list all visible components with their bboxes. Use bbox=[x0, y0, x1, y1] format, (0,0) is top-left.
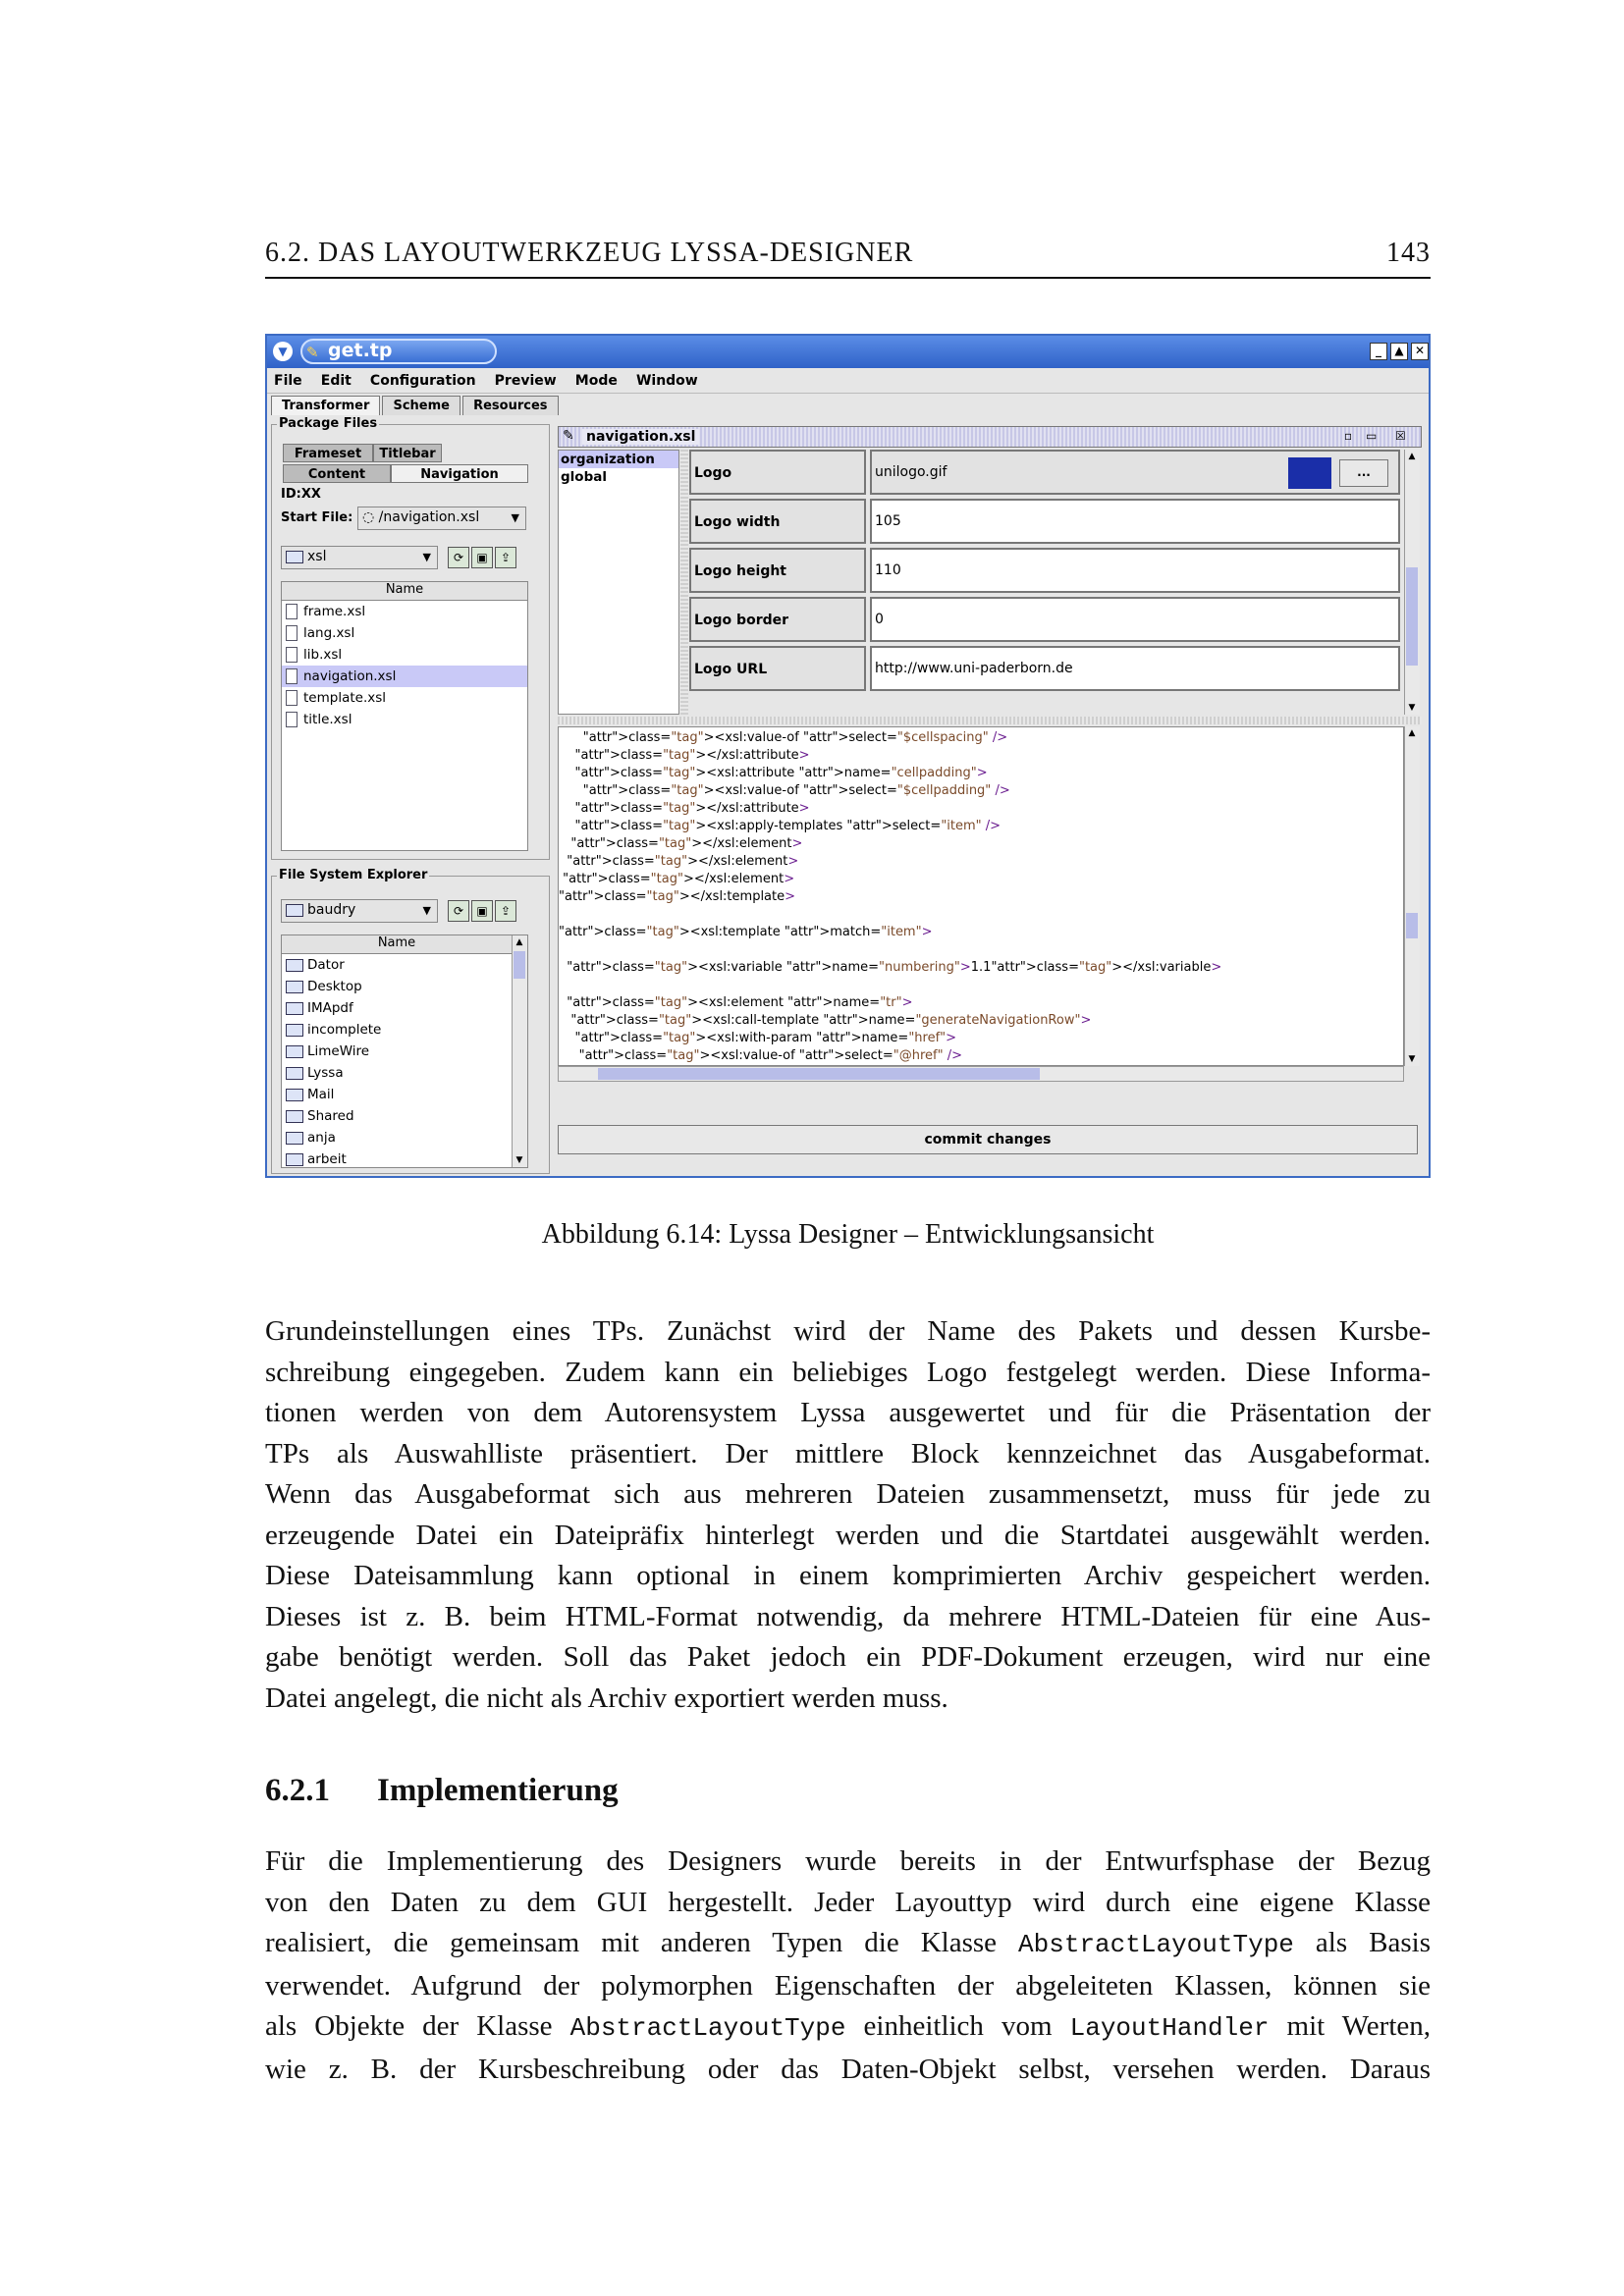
logo-width-field[interactable]: 105 bbox=[870, 499, 1400, 544]
code-line: "attr">class="tag"><xsl:variable "attr">name="numbering">1.1"attr">class="tag"></xsl:variable> bbox=[567, 960, 1222, 975]
chevron-down-icon: ▼ bbox=[422, 904, 431, 917]
property-key: Logo height bbox=[689, 548, 866, 593]
scroll-thumb[interactable] bbox=[1406, 913, 1418, 938]
code-hscrollbar[interactable] bbox=[558, 1066, 1404, 1082]
property-key: Logo border bbox=[689, 597, 866, 642]
menu-preview[interactable]: Preview bbox=[494, 373, 557, 389]
refresh-icon[interactable]: ⟳ bbox=[448, 900, 469, 922]
text-line: Datei angelegt, die nicht als Archiv exportiert werden muss. bbox=[265, 1682, 948, 1714]
minimize-icon[interactable]: _ bbox=[1370, 343, 1387, 360]
property-key: Logo bbox=[689, 450, 866, 495]
code-term: LayoutHandler bbox=[1069, 2013, 1270, 2043]
running-head bbox=[265, 236, 1431, 279]
text-line: Dieses ist z. B. beim HTML-Format notwendig, da mehrere HTML-Dateien für eine Aus- bbox=[265, 1600, 1431, 1632]
new-file-icon[interactable]: ▣ bbox=[471, 900, 493, 922]
logo-preview-image bbox=[1288, 457, 1331, 489]
list-item[interactable]: frame.xsl bbox=[282, 601, 527, 622]
editor-frame bbox=[558, 426, 1422, 1172]
scroll-thumb[interactable] bbox=[1406, 567, 1418, 666]
minimize-icon[interactable]: ▫ bbox=[1344, 429, 1353, 443]
page-number: 143 bbox=[1386, 238, 1431, 268]
list-item-selected[interactable]: navigation.xsl bbox=[282, 666, 527, 687]
folder-icon bbox=[286, 981, 303, 993]
text-line: TPs als Auswahlliste präsentiert. Der mittlere Block kennzeichnet das Ausgabeformat. bbox=[265, 1437, 1431, 1469]
editor-title: navigation.xsl bbox=[582, 429, 699, 445]
folder-value: xsl bbox=[307, 549, 327, 564]
property-value bbox=[870, 450, 1400, 495]
file-icon bbox=[286, 668, 298, 684]
code-line: "attr">class="tag"><xsl:apply-templates "attr">select="item" /> bbox=[574, 819, 1001, 833]
name-column-header[interactable]: Name bbox=[282, 935, 512, 954]
category-global[interactable]: global bbox=[561, 469, 607, 485]
code-line: "attr">class="tag"></xsl:attribute> bbox=[574, 801, 810, 816]
browse-button[interactable]: ... bbox=[1339, 459, 1388, 487]
list-item[interactable]: lang.xsl bbox=[282, 622, 527, 644]
code-term: AbstractLayoutType bbox=[1018, 1930, 1294, 1959]
list-item[interactable]: lib.xsl bbox=[282, 644, 527, 666]
folder-icon bbox=[286, 1110, 303, 1123]
folder-icon bbox=[286, 959, 303, 972]
menu-mode[interactable]: Mode bbox=[574, 373, 618, 389]
code-line: "attr">class="tag"><xsl:template "attr">match="item"> bbox=[559, 925, 933, 939]
code-line: "attr">class="tag"><xsl:with-param "attr">name="href"> bbox=[574, 1031, 957, 1045]
menu-configuration[interactable]: Configuration bbox=[369, 373, 476, 389]
code-line: "attr">class="tag"></xsl:template> bbox=[559, 889, 796, 904]
name-column-header[interactable]: Name bbox=[282, 582, 527, 601]
folder-icon bbox=[286, 1024, 303, 1037]
window-menu-icon[interactable]: ▼ bbox=[273, 342, 293, 361]
text-line: Für die Implementierung des Designers wurde bereits in der Entwurfsphase der Bezug bbox=[265, 1845, 1431, 1877]
folder-icon bbox=[286, 1045, 303, 1058]
close-icon[interactable]: ✕ bbox=[1411, 343, 1429, 360]
package-icon: ✎ bbox=[306, 344, 319, 361]
explorer-folder-list bbox=[281, 934, 528, 1168]
code-line: "attr">class="tag"><xsl:value-of "attr">select="@href" /> bbox=[578, 1048, 962, 1063]
menu-file[interactable]: File bbox=[274, 373, 302, 389]
chevron-down-icon: ▼ bbox=[422, 551, 431, 563]
scroll-up-icon[interactable]: ▲ bbox=[1408, 452, 1416, 461]
code-line: "attr">class="tag"><xsl:value-of "attr">select="$cellspacing" /> bbox=[582, 730, 1008, 745]
figure-caption: Abbildung 6.14: Lyssa Designer – Entwicklungsansicht bbox=[541, 1219, 1155, 1250]
property-row-logo-url bbox=[689, 646, 1400, 693]
xsl-folder-select[interactable] bbox=[281, 546, 438, 569]
refresh-icon[interactable]: ⟳ bbox=[448, 547, 469, 568]
code-line: "attr">class="tag"><xsl:call-template "attr">name="generateNavigationRow"> bbox=[570, 1013, 1092, 1028]
menubar bbox=[267, 369, 1429, 394]
explorer-folder-value: baudry bbox=[307, 902, 356, 918]
subtab-navigation[interactable]: Navigation bbox=[391, 464, 528, 483]
text-line: Wenn das Ausgabeformat sich aus mehreren Dateien zusammensetzt, muss für jede zu bbox=[265, 1478, 1431, 1510]
tab-scheme[interactable]: Scheme bbox=[382, 396, 460, 415]
subtab-content[interactable]: Content bbox=[283, 464, 391, 483]
editor-titlebar bbox=[558, 426, 1422, 448]
running-head-title: 6.2. DAS LAYOUTWERKZEUG LYSSA-DESIGNER bbox=[265, 238, 914, 268]
text-line: von den Daten zu dem GUI hergestellt. Jeder Layouttyp wird durch eine eigene Klasse bbox=[265, 1886, 1431, 1918]
commit-changes-button[interactable]: commit changes bbox=[558, 1125, 1418, 1154]
property-row-logo-height bbox=[689, 548, 1400, 595]
text-line: tionen werden von dem Autorensystem Lyssa ausgewertet und für die Präsentation der bbox=[265, 1397, 1431, 1428]
scroll-up-icon[interactable]: ▲ bbox=[515, 937, 523, 947]
list-item[interactable]: IMApdf bbox=[282, 997, 527, 1019]
maximize-icon[interactable]: ▲ bbox=[1390, 343, 1408, 360]
close-icon[interactable]: ☒ bbox=[1395, 429, 1406, 443]
folder-icon bbox=[286, 1132, 303, 1145]
text-line: als Objekte der Klasse AbstractLayoutType einheitlich vom LayoutHandler mit Werten, bbox=[265, 2010, 1431, 2043]
window-title: get.tp bbox=[328, 340, 393, 361]
logo-height-field[interactable]: 110 bbox=[870, 548, 1400, 593]
section-heading bbox=[265, 1773, 619, 1809]
property-row-logo-width bbox=[689, 499, 1400, 546]
list-item[interactable]: Shared bbox=[282, 1105, 527, 1127]
import-icon[interactable]: ⇪ bbox=[495, 547, 516, 568]
subtab-frameset[interactable]: Frameset bbox=[283, 444, 373, 462]
tab-transformer[interactable]: Transformer bbox=[271, 396, 380, 415]
file-icon bbox=[286, 690, 298, 706]
list-item[interactable]: arbeit bbox=[282, 1148, 527, 1168]
code-line: "attr">class="tag"></xsl:element> bbox=[563, 872, 795, 886]
folder-icon bbox=[286, 904, 303, 917]
scroll-up-icon[interactable]: ▲ bbox=[1408, 728, 1416, 738]
code-line: "attr">class="tag"></xsl:attribute> bbox=[574, 748, 810, 763]
file-icon bbox=[286, 625, 298, 641]
text-line: Grundeinstellungen eines TPs. Zunächst wird der Name des Pakets und dessen Kursbe- bbox=[265, 1315, 1431, 1347]
window-titlebar bbox=[267, 336, 1429, 368]
code-scrollbar[interactable] bbox=[1404, 726, 1420, 1066]
package-file-list bbox=[281, 581, 528, 851]
code-line: "attr">class="tag"></xsl:element> bbox=[567, 854, 799, 869]
split-divider-horizontal[interactable] bbox=[558, 717, 1422, 724]
text-line: verwendet. Aufgrund der polymorphen Eigenschaften der abgeleiteten Klassen, können sie bbox=[265, 1969, 1431, 2002]
pencil-icon: ✎ bbox=[563, 428, 574, 444]
explorer-label: File System Explorer bbox=[279, 868, 428, 882]
new-file-icon[interactable]: ▣ bbox=[471, 547, 493, 568]
scroll-down-icon[interactable]: ▼ bbox=[515, 1155, 523, 1165]
explorer-scrollbar[interactable] bbox=[512, 935, 527, 1167]
text-line: realisiert, die gemeinsam mit anderen Typen die Klasse AbstractLayoutType als Basis bbox=[265, 1927, 1431, 1959]
menu-edit[interactable]: Edit bbox=[320, 373, 352, 389]
restore-icon[interactable]: ▭ bbox=[1366, 429, 1378, 443]
start-file-label: Start File: bbox=[281, 510, 353, 525]
property-row-logo-border bbox=[689, 597, 1400, 644]
folder-icon bbox=[286, 1153, 303, 1166]
menu-window[interactable]: Window bbox=[635, 373, 698, 389]
category-list bbox=[558, 450, 679, 715]
property-row-logo bbox=[689, 450, 1400, 497]
id-label: ID:XX bbox=[281, 487, 321, 502]
app-window-screenshot bbox=[265, 334, 1431, 1178]
properties-scrollbar[interactable] bbox=[1404, 450, 1420, 715]
scroll-thumb[interactable] bbox=[514, 951, 525, 979]
list-item[interactable]: Desktop bbox=[282, 976, 527, 997]
file-icon: ◌ bbox=[362, 509, 379, 525]
list-item[interactable]: LimeWire bbox=[282, 1041, 527, 1062]
explorer-folder-select[interactable] bbox=[281, 899, 438, 923]
list-item[interactable]: Lyssa bbox=[282, 1062, 527, 1084]
subtab-titlebar[interactable]: Titlebar bbox=[373, 444, 442, 462]
text-line: erzeugende Datei ein Dateipräfix hinterlegt werden und die Startdatei ausgewählt werden. bbox=[265, 1519, 1431, 1551]
text-line: gabe benötigt werden. Soll das Paket jedoch ein PDF-Dokument erzeugen, wird nur eine bbox=[265, 1641, 1431, 1673]
text-line: wie z. B. der Kursbeschreibung oder das Daten-Objekt selbst, versehen werden. Daraus bbox=[265, 2053, 1431, 2085]
file-icon bbox=[286, 712, 298, 727]
folder-icon bbox=[286, 551, 303, 563]
left-panel bbox=[271, 418, 550, 1174]
file-icon bbox=[286, 647, 298, 663]
category-organization[interactable]: organization bbox=[559, 451, 678, 468]
logo-url-field[interactable]: http://www.uni-paderborn.de bbox=[870, 646, 1400, 691]
code-line: "attr">class="tag"><xsl:value-of "attr">select="$cellpadding" /> bbox=[582, 783, 1010, 798]
list-item[interactable]: title.xsl bbox=[282, 709, 527, 730]
start-file-value: /navigation.xsl bbox=[378, 509, 480, 525]
code-term: AbstractLayoutType bbox=[569, 2013, 846, 2043]
list-item[interactable]: incomplete bbox=[282, 1019, 527, 1041]
folder-icon bbox=[286, 1002, 303, 1015]
code-line: "attr">class="tag"></xsl:element> bbox=[570, 836, 803, 851]
section-title: Implementierung bbox=[377, 1773, 619, 1808]
property-key: Logo URL bbox=[689, 646, 866, 691]
import-icon[interactable]: ⇪ bbox=[495, 900, 516, 922]
main-tabs bbox=[271, 395, 556, 416]
list-item[interactable]: template.xsl bbox=[282, 687, 527, 709]
folder-icon bbox=[286, 1089, 303, 1101]
text-line: Diese Dateisammlung kann optional in einem komprimierten Archiv gespeichert werden. bbox=[265, 1560, 1431, 1591]
code-line: "attr">class="tag"><xsl:element "attr">name="tr"> bbox=[567, 995, 913, 1010]
scroll-down-icon[interactable]: ▼ bbox=[1408, 1054, 1416, 1064]
scroll-thumb[interactable] bbox=[598, 1068, 1040, 1080]
code-line: "attr">class="tag"><xsl:attribute "attr">name="cellpadding"> bbox=[574, 766, 988, 780]
package-files-label: Package Files bbox=[279, 416, 378, 431]
logo-filename: unilogo.gif bbox=[875, 464, 947, 480]
chevron-down-icon: ▼ bbox=[511, 511, 519, 524]
list-item[interactable]: anja bbox=[282, 1127, 527, 1148]
paragraph-1 bbox=[265, 1311, 1431, 1719]
list-item[interactable]: Mail bbox=[282, 1084, 527, 1105]
text-line: schreibung eingegeben. Zudem kann ein beliebiges Logo festgelegt werden. Diese Informa- bbox=[265, 1356, 1431, 1388]
file-icon bbox=[286, 604, 298, 619]
xsl-code-editor[interactable] bbox=[558, 726, 1404, 1066]
folder-icon bbox=[286, 1067, 303, 1080]
list-item[interactable]: Dator bbox=[282, 954, 527, 976]
split-divider[interactable] bbox=[680, 450, 688, 715]
start-file-select[interactable] bbox=[357, 507, 526, 530]
paragraph-2 bbox=[265, 1842, 1431, 2090]
property-key: Logo width bbox=[689, 499, 866, 544]
logo-border-field[interactable]: 0 bbox=[870, 597, 1400, 642]
tab-resources[interactable]: Resources bbox=[462, 396, 558, 415]
section-number: 6.2.1 bbox=[265, 1773, 330, 1808]
scroll-down-icon[interactable]: ▼ bbox=[1408, 703, 1416, 713]
